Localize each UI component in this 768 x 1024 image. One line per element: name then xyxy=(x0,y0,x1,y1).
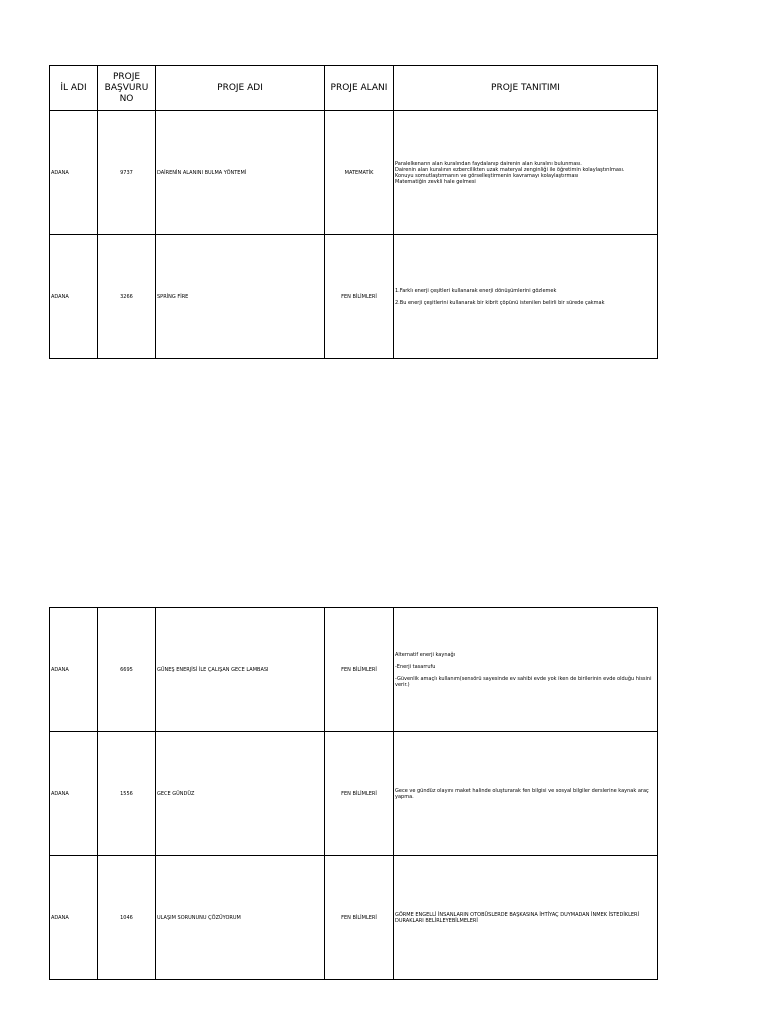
tanitim-line: Paralelkenarın alan kuralından faydalanıp dairenin alan kuralını bulunması. xyxy=(395,160,582,167)
projects-table-1 xyxy=(49,65,658,359)
tanitim-line: Dairenin alan kuralının ezbercilikten uzak materyal zenginliği ile öğretimin kolaylaştırılması. xyxy=(395,166,625,173)
cell-il: ADANA xyxy=(50,111,98,235)
cell-no: 1046 xyxy=(98,856,156,980)
table-row xyxy=(50,111,658,235)
cell-il: ADANA xyxy=(50,235,98,359)
tanitim-line: 1.Farklı enerji çeşitleri kullanarak enerji dönüşümlerini gözlemek xyxy=(395,287,557,294)
cell-il: ADANA xyxy=(50,608,98,732)
table-row xyxy=(50,235,658,359)
cell-no: 6695 xyxy=(98,608,156,732)
header-proje-tanitimi: PROJE TANITIMI xyxy=(394,66,658,111)
header-proje-adi: PROJE ADI xyxy=(156,66,325,111)
cell-alan: FEN BİLİMLERİ xyxy=(325,608,394,732)
tanitim-line: GÖRME ENGELLİ İNSANLARIN OTOBÜSLERDE BAŞKASINA İHTİYAÇ DUYMADAN İNMEK İSTEDİKLERİ DURAKLARI BELİRLEYEBİLMELERİ xyxy=(395,911,639,924)
cell-alan: MATEMATİK xyxy=(325,111,394,235)
tanitim-line: Konuyu somutlaştırmanın ve görselleştirmenin kavramayı kolaylaştırması xyxy=(395,172,579,179)
cell-proje-adi: DAİRENİN ALANINI BULMA YÖNTEMİ xyxy=(156,111,325,235)
cell-alan: FEN BİLİMLERİ xyxy=(325,732,394,856)
cell-proje-adi: ULAŞIM SORUNUNU ÇÖZÜYORUM xyxy=(156,856,325,980)
cell-il: ADANA xyxy=(50,856,98,980)
cell-no: 1556 xyxy=(98,732,156,856)
cell-proje-adi: GÜNEŞ ENERJİSİ İLE ÇALIŞAN GECE LAMBASI xyxy=(156,608,325,732)
cell-tanitim xyxy=(394,856,658,980)
tanitim-line: -Güvenlik amaçlı kullanım(sensörü sayesinde ev sahibi evde yok iken de birilerinin evde olduğu hissini verir.) xyxy=(395,675,652,688)
tanitim-line: -Enerji tasarrufu xyxy=(395,663,436,670)
table-row xyxy=(50,608,658,732)
cell-il: ADANA xyxy=(50,732,98,856)
cell-alan: FEN BİLİMLERİ xyxy=(325,856,394,980)
cell-proje-adi: SPRİNG FİRE xyxy=(156,235,325,359)
header-proje-alani: PROJE ALANI xyxy=(325,66,394,111)
cell-tanitim xyxy=(394,608,658,732)
table-row xyxy=(50,732,658,856)
tanitim-line: Matematiğin zevkli hale gelmesi xyxy=(395,178,476,185)
tanitim-line: 2.Bu enerji çeşitlerini kullanarak bir kibrit çöpünü istenilen belirli bir sürede çakmak xyxy=(395,299,605,306)
cell-proje-adi: GECE GÜNDÜZ xyxy=(156,732,325,856)
projects-table-2 xyxy=(49,607,658,980)
cell-tanitim xyxy=(394,111,658,235)
header-row xyxy=(50,66,658,111)
table-row xyxy=(50,856,658,980)
cell-no: 9737 xyxy=(98,111,156,235)
cell-tanitim xyxy=(394,732,658,856)
header-proje-basvuru-no: PROJE BAŞVURU NO xyxy=(98,66,156,111)
header-il-adi: İL ADI xyxy=(50,66,98,111)
cell-no: 3266 xyxy=(98,235,156,359)
tanitim-line: Gece ve gündüz olayını maket halinde oluşturarak fen bilgisi ve sosyal bilgiler derslerine kaynak araç yapma. xyxy=(395,787,649,800)
cell-tanitim xyxy=(394,235,658,359)
cell-alan: FEN BİLİMLERİ xyxy=(325,235,394,359)
tanitim-line: Alternatif enerji kaynağı xyxy=(395,651,456,658)
